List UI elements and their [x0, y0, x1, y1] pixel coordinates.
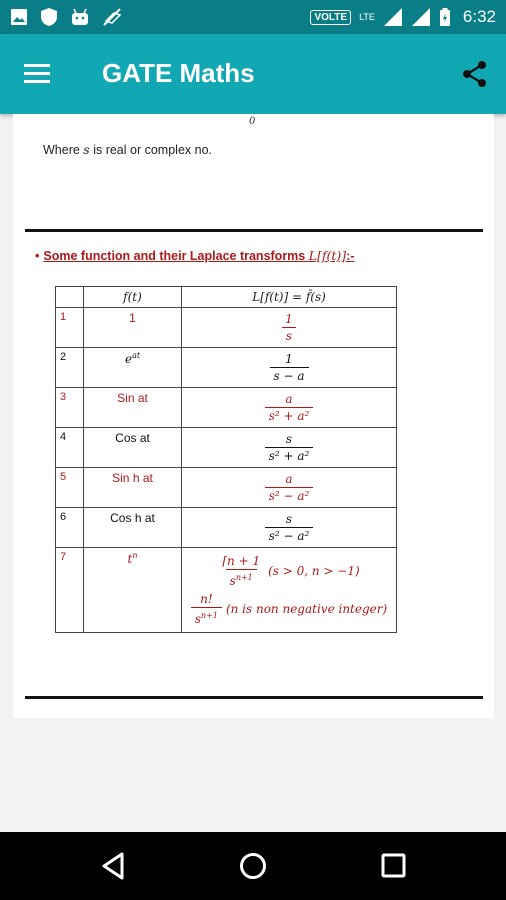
share-button[interactable] [458, 56, 492, 92]
row-lap: $\frac{s}{\text{s² + a²}}$ [182, 428, 397, 468]
menu-button[interactable] [18, 58, 58, 90]
lte-label: LTE [359, 11, 375, 22]
signal-icon-2 [411, 7, 431, 27]
row-num: 3 [56, 388, 84, 428]
factorial-formula: $\frac{n!}{s^{n+1}}$ (n is non negative integer) [184, 591, 394, 627]
navigation-bar [0, 832, 506, 900]
system-status [310, 6, 496, 28]
back-button[interactable] [94, 848, 134, 884]
app-title: GATE Maths [102, 58, 255, 88]
row-lap: $\frac{a}{\text{s² − a²}}$ [182, 468, 397, 508]
row-num: 6 [56, 508, 84, 548]
recents-square-icon [380, 852, 408, 880]
table-row [56, 348, 397, 388]
laplace-table [55, 286, 397, 633]
volte-badge: VOLTE [310, 10, 351, 25]
row-lap [182, 548, 397, 633]
where-text: Where s is real or complex no. [43, 142, 212, 157]
app-bar [0, 34, 506, 114]
notification-icons [10, 7, 124, 27]
table-row [56, 548, 397, 633]
shield-icon [40, 7, 58, 27]
row-lap: $\frac{1}{s}$ [182, 308, 397, 348]
home-circle-icon [238, 851, 268, 881]
divider-top [25, 229, 483, 232]
row-num: 7 [56, 548, 84, 633]
home-button[interactable] [233, 848, 273, 884]
battery-charging-icon [439, 7, 451, 27]
android-icon [70, 8, 90, 26]
row-lap: $\frac{a}{\text{s² + a²}}$ [182, 388, 397, 428]
row-fn: $t^n$ [84, 548, 182, 633]
row-num: 2 [56, 348, 84, 388]
row-num: 5 [56, 468, 84, 508]
bullet: • [35, 249, 40, 263]
row-lap: $\frac{s}{\text{s² − a²}}$ [182, 508, 397, 548]
row-fn: Sin h at [84, 468, 182, 508]
table-row [56, 468, 397, 508]
table-row [56, 308, 397, 348]
table-header [56, 287, 397, 308]
signal-icon [383, 7, 403, 27]
gallery-icon [10, 8, 28, 26]
row-num: 1 [56, 308, 84, 348]
row-lap: $\frac{1}{s - a}$ [182, 348, 397, 388]
gamma-formula: $\frac{⌈n + 1}{s^{n+1}}$ (s > 0, n > −1) [222, 554, 360, 588]
row-fn: Cos at [84, 428, 182, 468]
status-bar [0, 0, 506, 34]
table-row [56, 428, 397, 468]
header-num [56, 287, 84, 308]
section-heading: • Some function and their Laplace transforms L[f(t)]:- [35, 248, 355, 263]
table-row [56, 388, 397, 428]
row-fn: Cos h at [84, 508, 182, 548]
table-row [56, 508, 397, 548]
row-fn: Sin at [84, 388, 182, 428]
row-fn: $e^{at}$ [84, 348, 182, 388]
header-lap: L[f(t)] = f̄(s) [182, 287, 397, 308]
share-icon [460, 59, 490, 89]
top-mark: 0 [249, 116, 256, 127]
back-triangle-icon [100, 851, 128, 881]
header-fn: f(t) [84, 287, 182, 308]
hamburger-icon [24, 63, 52, 85]
divider-bottom [25, 696, 483, 699]
clock: 6:32 [462, 7, 496, 26]
no-signal-icon [102, 7, 124, 27]
recents-button[interactable] [374, 848, 414, 884]
content-card [13, 114, 494, 718]
row-num: 4 [56, 428, 84, 468]
row-fn: 1 [84, 308, 182, 348]
